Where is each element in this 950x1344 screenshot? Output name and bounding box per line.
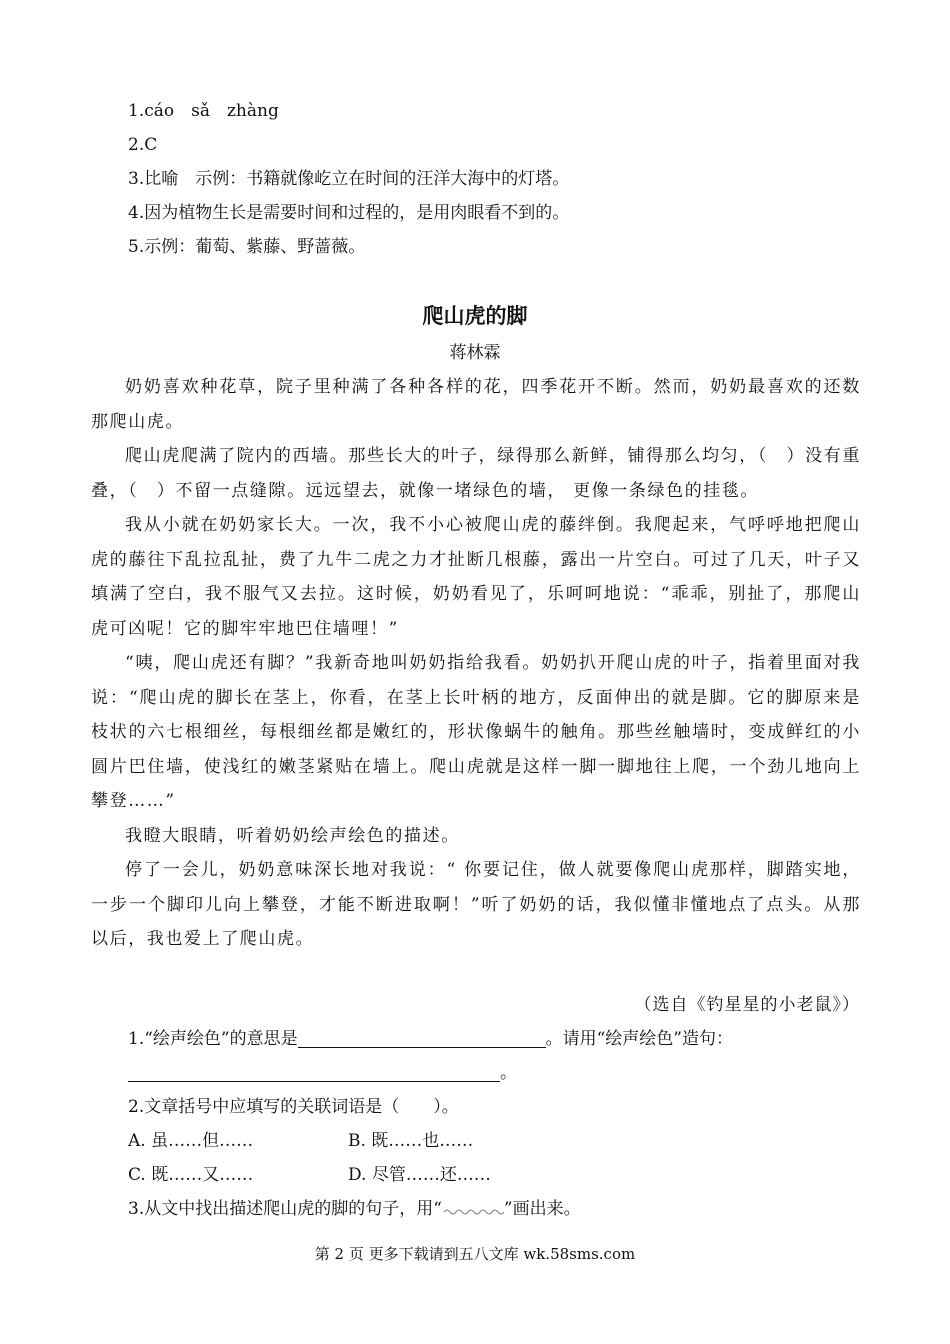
question-1-sentence-line [128,1056,868,1090]
article-paragraph: 我从小就在奶奶家长大。一次，我不小心被爬山虎的藤绊倒。我爬起来，气呼呼地把爬山虎的藤往下乱拉乱扯，费了九牛二虎之力才扯断几根藤，露出一片空白。可过了几天，叶子又填满了空白，我不服气又去拉。这时候，奶奶看见了，乐呵呵地说：“乖乖，别扯了，那爬山虎可凶呢！它的脚牢牢地巴住墙哩！” [91,515,861,639]
options-row-2 [128,1158,868,1192]
question-3-end: ”画出来。 [503,1199,581,1219]
article-author: 蒋林霖 [449,343,501,363]
answer-2: 2.C [128,135,158,155]
option-a[interactable]: A. 虽……但…… [128,1131,254,1151]
article-body [91,370,861,957]
option-b[interactable]: B. 既……也…… [348,1131,474,1151]
article-paragraph: 奶奶喜欢种花草，院子里种满了各种各样的花，四季花开不断。然而，奶奶最喜欢的还数那爬山虎。 [91,377,861,432]
article-paragraph: “咦，爬山虎还有脚？”我新奇地叫奶奶指给我看。奶奶扒开爬山虎的叶子，指着里面对我说：“爬山虎的脚长在茎上，你看，在茎上长叶柄的地方，反面伸出的就是脚。它的脚原来是枝状的六七根细丝，每根细丝都是嫩红的，形状像蜗牛的触角。那些丝触墙时，变成鲜红的小圆片巴住墙，使浅红的嫩茎紧贴在墙上。爬山虎就是这样一脚一脚地往上爬，一个劲儿地向上攀登……” [91,653,861,811]
wavy-underline-icon [442,1202,504,1218]
option-d[interactable]: D. 尽管……还…… [348,1165,491,1185]
article-paragraph: 我瞪大眼睛，听着奶奶绘声绘色的描述。 [125,825,460,846]
article-paragraph: 停了一会儿，奶奶意味深长地对我说：“ 你要记住，做人就要像爬山虎那样，脚踏实地，一步一个脚印儿向上攀登，才能不断进取啊！”听了奶奶的话，我似懂非懂地点了点头。从那以后，我也爱上了爬山虎。 [91,860,861,949]
article-paragraph: 爬山虎爬满了院内的西墙。那些长大的叶子，绿得那么新鲜，铺得那么均匀，（ ）没有重叠，（ ）不留一点缝隙。远远望去，就像一堵绿色的墙， 更像一条绿色的挂毯。 [91,446,861,501]
questions-section [128,1022,868,1226]
article-title: 爬山虎的脚 [422,304,528,328]
article-source: （选自《钓星星的小老鼠》） [634,995,860,1015]
meaning-blank[interactable] [298,1025,546,1048]
answer-key [128,94,848,264]
question-3 [128,1192,868,1226]
option-c[interactable]: C. 既……又…… [128,1165,254,1185]
question-2: 2.文章括号中应填写的关联词语是（ ）。 [128,1097,459,1117]
question-1 [128,1022,868,1056]
question-1-text: 1.“绘声绘色”的意思是 [128,1029,298,1049]
answer-4: 4.因为植物生长是需要时间和过程的，是用肉眼看不到的。 [128,203,570,223]
question-1-end: 。 [500,1063,517,1083]
answer-1: 1.cáo sǎ zhàng [128,101,279,121]
sentence-blank[interactable] [128,1059,500,1082]
question-3-text: 3.从文中找出描述爬山虎的脚的句子，用“ [128,1199,442,1219]
answer-5: 5.示例：葡萄、紫藤、野蔷薇。 [128,237,366,257]
answer-3: 3.比喻 示例：书籍就像屹立在时间的汪洋大海中的灯塔。 [128,169,570,189]
page-footer: 第 2 页 更多下载请到五八文库 wk.58sms.com [314,1245,636,1263]
options-row-1 [128,1124,868,1158]
question-1-prompt: 。请用“绘声绘色”造句： [545,1029,733,1049]
